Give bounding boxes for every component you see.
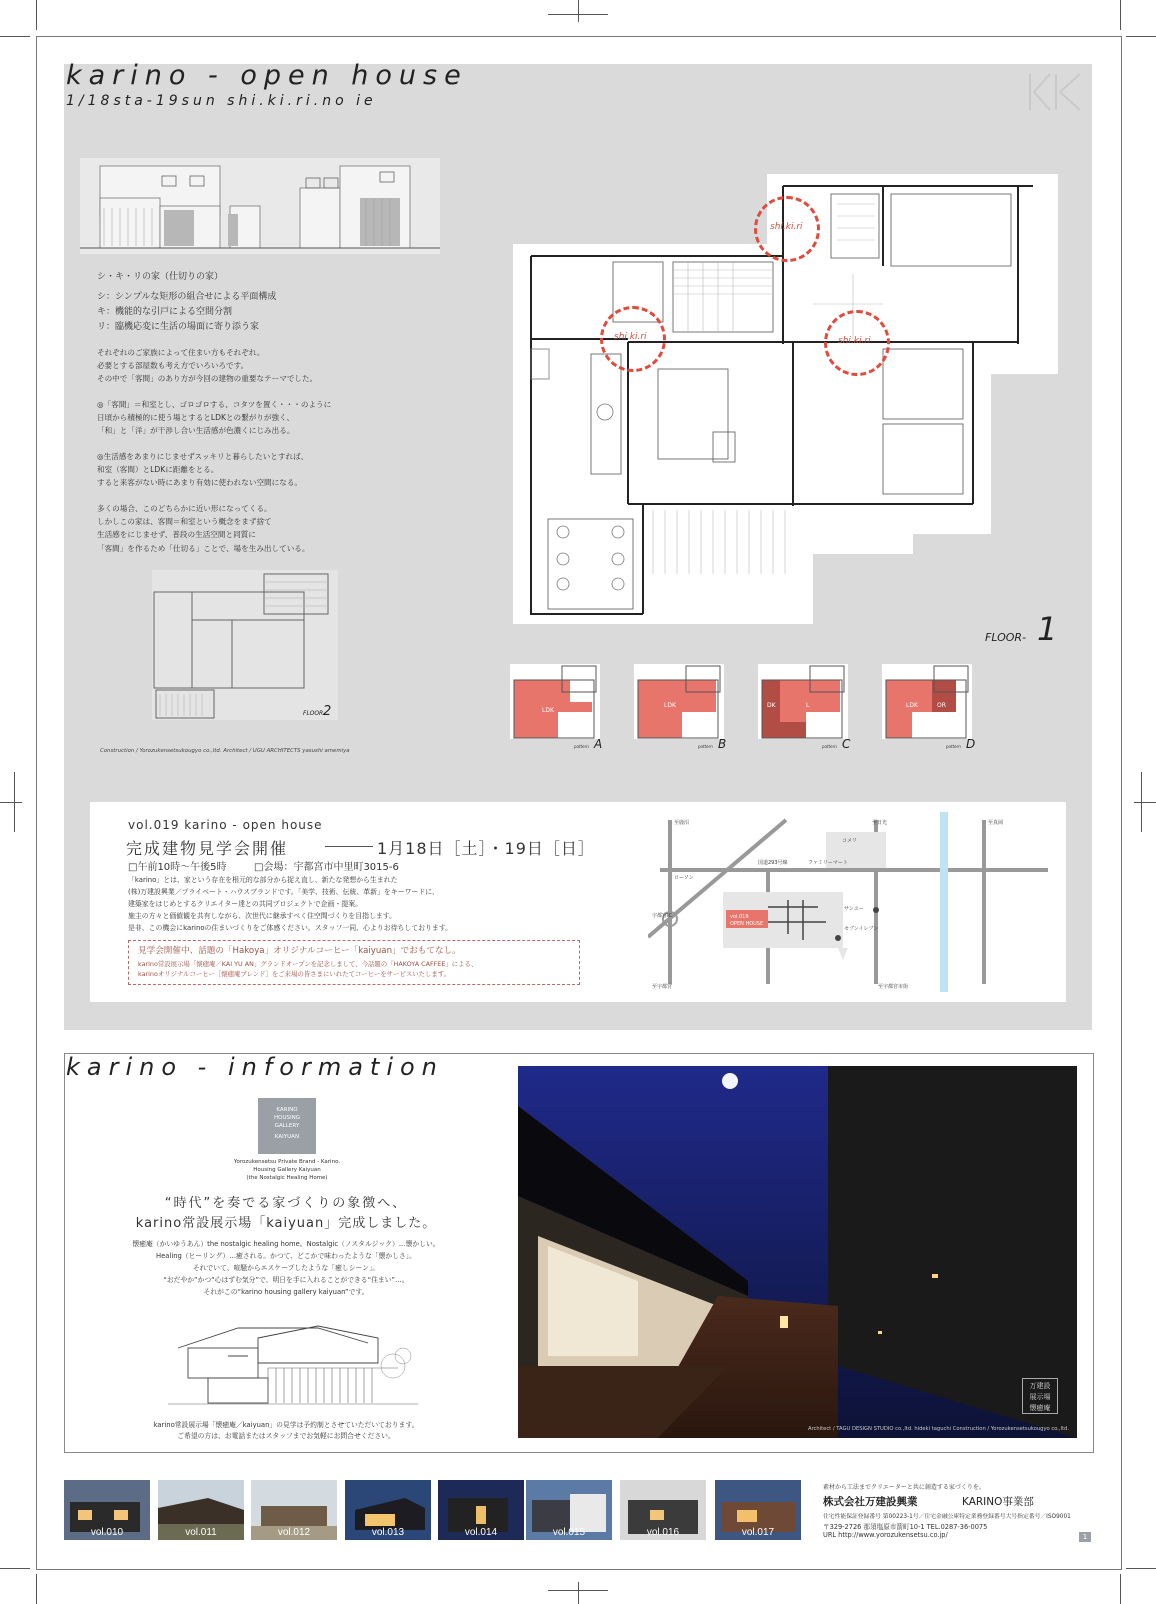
kaiyuan-logo-line: GALLERY (274, 1123, 300, 1129)
pattern-room-label: L (806, 702, 810, 709)
logo-caption (187, 1158, 387, 1182)
concept-line: 生活感をにじませず、普段の生活空間と同質に (97, 530, 256, 540)
photo-credit: Architect / TAGU DESIGN STUDIO co.,ltd. hideki taguchi Construction / Yorozukensetsukougyo co.,ltd. (807, 1426, 1069, 1432)
information-title: karino - information (66, 1053, 444, 1081)
crop-mark (1120, 0, 1121, 30)
map-label: 至鹿沼 (674, 820, 690, 826)
map-label: vol.019 (730, 914, 749, 920)
coffee-note-title: 見学会開催中、話題の「Hakoya」オリジナルコーヒー「kaiyuan」でおもてなし。 (138, 946, 461, 956)
map-label: 至真岡 (988, 820, 1004, 826)
kaiyuan-night-photo (518, 1066, 1077, 1438)
photo-stamp-line: 展示場 (1029, 1393, 1051, 1401)
map-label: 至宇都宮 (652, 984, 673, 990)
past-project-thumb[interactable] (438, 1480, 524, 1540)
info-footer-line: ご希望の方は、お電話またはスタッフまでお気軽にお問合せください。 (177, 1432, 395, 1440)
past-project-thumb[interactable] (251, 1480, 337, 1540)
concept-point: キ：機能的な引戸による空間分割 (97, 307, 233, 317)
crop-mark (0, 36, 30, 37)
pattern-d-drawing (882, 664, 972, 739)
concept-paragraph (97, 398, 331, 438)
pattern-d-prefix: pattern (946, 744, 961, 749)
floor-2-number: 2 (323, 704, 332, 719)
pattern-d-label: D (966, 737, 976, 751)
info-body-line: それがこの“karino housing gallery kaiyuan”です。 (203, 1288, 369, 1296)
event-time: □午前10時～午後5時 (128, 862, 227, 873)
map-label: 至日光 (872, 820, 888, 826)
pattern-d-plan (882, 664, 972, 739)
page-title: karino - open house (66, 60, 468, 91)
concept-line: それぞれのご家族によって住まい方もそれぞれ。 (97, 348, 265, 357)
karino-logo-mark (1026, 70, 1086, 114)
pattern-c-label: C (842, 737, 851, 751)
house-sketch (168, 1308, 418, 1408)
concept-line: 必要とする部屋数も考え方でいろいろです。 (97, 361, 249, 371)
pattern-b-prefix: pattern (698, 744, 713, 749)
kaiyuan-logo (258, 1098, 316, 1154)
concept-paragraph (97, 346, 317, 386)
concept-line: その中で「客間」のあり方が今回の建物の重要なテーマでした。 (97, 374, 318, 384)
photo-stamp-line: 懐癒庵 (1029, 1404, 1051, 1412)
crop-mark (1120, 1574, 1121, 1604)
crop-mark (1126, 36, 1156, 37)
crop-mark (36, 1574, 37, 1604)
event-dates: 1月18日［土］・19日［日］ (377, 839, 595, 858)
coffee-note-line: karino常設展示場「懐癒庵／KAI YU AN」グランドオープンを記念しまして、今話題の「HAKOYA CAFFEE」による、 (138, 960, 478, 968)
kaiyuan-logo-line: KAIYUAN (274, 1134, 300, 1140)
crop-mark (1126, 1568, 1156, 1569)
pattern-b-label: B (718, 737, 727, 751)
page-number: 1 (1079, 1532, 1091, 1542)
floor-1-label: FLOOR- (985, 631, 1027, 644)
thumb-label: vol.010 (90, 1527, 124, 1538)
logo-caption-line: (the Nostalgic Healing Home) (246, 1175, 328, 1181)
past-project-thumb[interactable] (526, 1480, 612, 1540)
concept-line: ◎「客間」＝和室とし、ゴロゴロする、コタツを置く・・・のように (97, 400, 332, 409)
company-division: KARINO事業部 (962, 1496, 1034, 1508)
pattern-room-label: DK (767, 702, 776, 709)
kaiyuan-logo-line: KARINO (276, 1107, 298, 1113)
concept-point: リ：臨機応変に生活の場面に寄り添う家 (97, 322, 260, 332)
info-footer-line: karino常設展示場「懐癒庵／kaiyuan」の見学は予約制とさせていただいております。 (153, 1421, 419, 1429)
floor-2-plan (152, 570, 338, 720)
crop-mark (1134, 802, 1156, 803)
pattern-a-drawing (510, 664, 600, 739)
map-label: セブンイレブン (844, 926, 879, 932)
concept-line: 日頃から積極的に使う場とするとLDKとの繋がりが強く、 (97, 413, 295, 423)
coffee-note-line: karinoオリジナルコーヒー［懐癒庵ブレンド］をご来場の皆さまにいれたてコーヒーをサービスいたします。 (138, 970, 451, 978)
crop-mark (548, 14, 608, 15)
thumb-label: vol.015 (552, 1527, 586, 1538)
info-body-line: “おだやか”かつ“心はずむ気分”で、明日を手に入れることができる“住まい”…。 (163, 1276, 409, 1284)
concept-line: 「客間」を作るため「仕切る」ことで、場を生み出している。 (97, 543, 310, 553)
logo-caption-line: Yorozukensetsu Private Brand - Karino. (233, 1159, 341, 1165)
floor-1-number: 1 (1037, 610, 1058, 648)
past-project-thumb[interactable] (620, 1480, 706, 1540)
plan-credits: Construction / Yorozukensetsukougyo co.,ltd. Architect / UGU ARCHITECTS yasushi amemiya (100, 748, 350, 754)
info-body-line: それでいて、喧騒からエスケープしたような「癒しシーン」。 (192, 1264, 380, 1272)
map-label: 宇都宮IC (652, 913, 672, 919)
event-body-line: 是非、この機会にkarinoの住まいづくりをご体感ください。スタッフ一同、心よりお待ちしております。 (128, 924, 453, 932)
company-license: 住宅性能保証登録番号 第00223-1号／住宅金融公庫特定業務登録番号大号指定番号／ISO9001 (823, 1514, 1071, 1520)
thumb-label: vol.012 (277, 1527, 311, 1538)
info-body (66, 1238, 506, 1298)
past-project-thumb[interactable] (64, 1480, 150, 1540)
concept-paragraph (97, 450, 308, 490)
crop-mark (0, 1568, 30, 1569)
coffee-note-body (138, 959, 477, 979)
event-body (128, 874, 452, 934)
event-body-line: 施主の方々と価値観を共有しながら、次世代に継承すべく住空間づくりを目指します。 (128, 912, 397, 920)
past-project-thumb[interactable] (158, 1480, 244, 1540)
concept-paragraph (97, 502, 309, 555)
pattern-c-prefix: pattern (822, 744, 837, 749)
headline-rule (325, 846, 373, 847)
crop-mark (14, 772, 15, 832)
thumb-label: vol.011 (185, 1527, 217, 1538)
concept-line: すると来客がない時にあまり有効に使われない空間になる。 (97, 478, 303, 488)
page-subtitle: 1/18sta-19sun shi.ki.ri.no ie (66, 93, 377, 109)
map-label: ファミリーマート (808, 860, 848, 866)
event-vol: vol.019 karino - open house (128, 818, 323, 832)
crop-mark (0, 802, 22, 803)
pattern-b-plan (634, 664, 724, 739)
past-project-thumb[interactable] (345, 1480, 431, 1540)
crop-mark (36, 0, 37, 30)
concept-line: 「和」と「洋」が干渉し合い生活感が色濃くにじみ出る。 (97, 426, 295, 436)
event-body-line: 建築家をはじめとするクリエイター達との共同プロジェクトで企画・提案。 (128, 900, 363, 908)
shikiri-label: shi.ki.ri (614, 332, 647, 342)
photo-stamp (1022, 1378, 1058, 1414)
pattern-b-drawing (634, 664, 724, 739)
concept-heading: シ・キ・リの家（仕切りの家） (97, 272, 224, 282)
pattern-room-label: LDK (664, 702, 676, 709)
pattern-room-label: LDK (542, 707, 554, 714)
company-address: 〒329-2726 那須塩原市箭町10-1 TEL.0287-36-0075 (823, 1523, 988, 1531)
thumb-label: vol.017 (741, 1527, 775, 1538)
info-body-line: 懐癒庵（かいゆうあん）the nostalgic healing home。Nostalgic（ノスタルジック）…懐かしい。 (132, 1240, 440, 1248)
event-venue: □会場：宇都宮市中里町3015-6 (254, 862, 399, 873)
pattern-room-label: LDK (906, 702, 918, 709)
logo-caption-line: Housing Gallery Kaiyuan (253, 1167, 321, 1173)
info-headline: karino常設展示場「kaiyuan」完成しました。 (135, 1216, 437, 1231)
map-label: ローソン (674, 875, 694, 881)
map-label: 至宇都宮市街 (878, 984, 909, 990)
crop-mark (548, 1590, 608, 1591)
shikiri-label: shi.ki.ri (838, 336, 871, 346)
night-photo-drawing (518, 1066, 1077, 1438)
thumb-label: vol.013 (371, 1527, 405, 1538)
pattern-a-label: A (594, 737, 603, 751)
info-footer (66, 1420, 506, 1442)
shikiri-label: shi.ki.ri (770, 222, 803, 232)
thumb-label: vol.016 (646, 1527, 680, 1538)
info-headline: “時代”を奏でる家づくりの象徴へ、 (164, 1196, 408, 1211)
concept-line: 多くの場合、このどちらかに近い形になってくる。 (97, 504, 272, 513)
map-label: コメリ (842, 838, 858, 844)
concept-line: 和室（客間）とLDKに距離をとる。 (97, 465, 219, 475)
map-label: OPEN HOUSE (730, 921, 764, 927)
elevation-drawing (80, 158, 440, 254)
photo-stamp-line: 万建設 (1029, 1382, 1051, 1390)
floor-2-label: FLOOR (303, 710, 324, 717)
past-project-thumb[interactable] (715, 1480, 801, 1540)
pattern-a-prefix: pattern (574, 744, 589, 749)
company-name: 株式会社万建設興業 (823, 1496, 918, 1508)
coffee-note-box (128, 940, 580, 985)
concept-point: シ：シンプルな矩形の組合せによる平面構成 (97, 292, 277, 302)
concept-line: しかしこの家は、客間＝和室という概念をまず捨て (97, 517, 272, 527)
crop-mark (578, 1582, 579, 1604)
info-body-line: Healing（ヒーリング）…癒される。かつて、どこかで味わったような「懐かしさ」。 (156, 1252, 416, 1260)
pattern-a-plan (510, 664, 600, 739)
company-url[interactable]: URL http://www.yorozukensetsu.co.jp/ (823, 1531, 948, 1539)
map-label: サンユー (844, 906, 864, 912)
event-headline: 完成建物見学会開催 (126, 839, 289, 858)
company-tagline: 素材から工法までクリエーターと共に創造する家づくりを。 (823, 1484, 985, 1491)
pattern-room-label: OR (937, 702, 946, 709)
concept-line: ◎生活感をあまりにじませずスッキリと暮らしたいとすれば、 (97, 452, 309, 461)
access-map (648, 812, 1048, 992)
crop-mark (578, 0, 579, 22)
event-body-line: (株)万建設興業／プライベート・ハウスブランドです。「美学、技術、伝統、革新」をキーワードに、 (128, 888, 440, 896)
crop-mark (1141, 772, 1142, 832)
kaiyuan-logo-line: HOUSING (274, 1115, 300, 1121)
event-body-line: 「karino」とは、家という存在を根元的な部分から捉え直し、新たな発想から生まれた (128, 876, 398, 884)
map-label: 国道293号線 (758, 860, 788, 866)
thumb-label: vol.014 (464, 1527, 498, 1538)
